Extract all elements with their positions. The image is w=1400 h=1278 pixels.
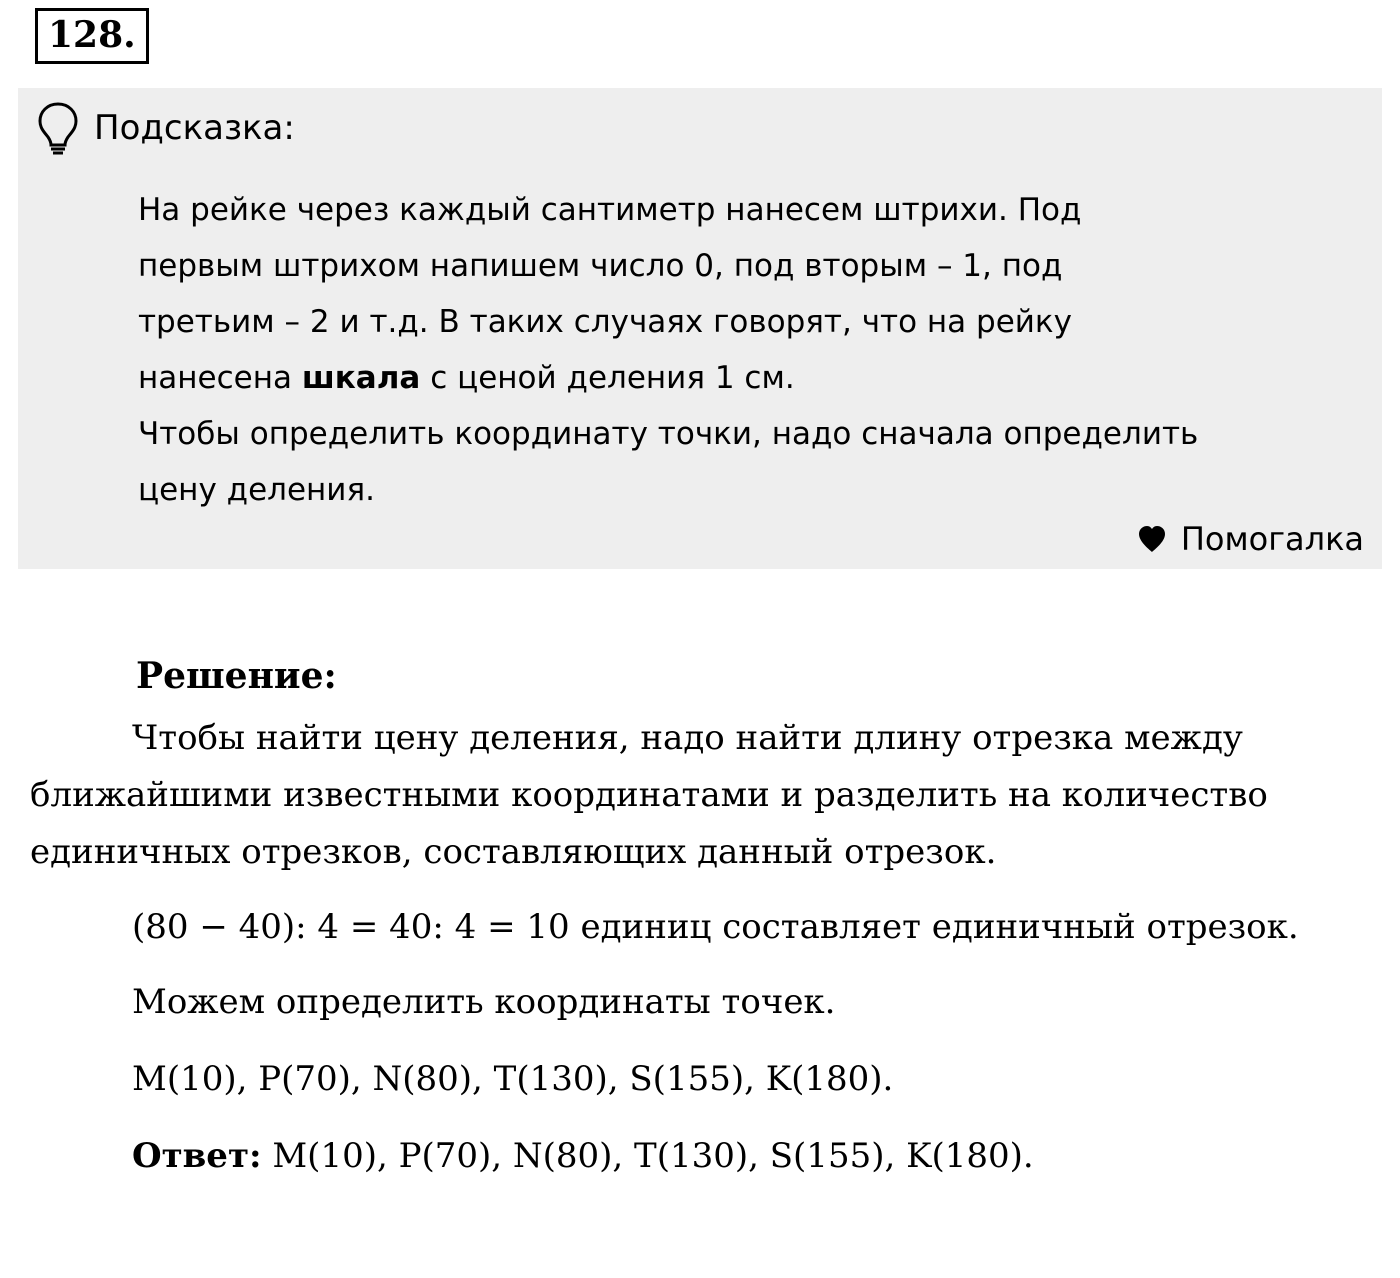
hint-title: Подсказка: [94,108,295,148]
hint-header [36,100,295,156]
credit [1137,517,1364,561]
term-scale: шкала [301,360,421,396]
hint-line [138,350,1370,406]
lightbulb-icon [36,100,80,156]
hint-line-text: нанесена [138,360,302,396]
heart-icon [1137,525,1167,553]
hint-box [18,88,1382,569]
calculation-text: единиц составляет единичный отрезок. [569,907,1299,947]
answer-value: M(10), P(70), N(80), T(130), S(155), K(180). [261,1136,1034,1176]
solution [30,648,1370,1205]
solution-paragraph: Чтобы найти цену деления, надо найти длину отрезка между ближайшими известными координатами и разделить на количество единичных отрезков, составляющих данный отрезок. [30,718,1268,872]
hint-line: третьим – 2 и т.д. В таких случаях говорят, что на рейку [138,304,1072,340]
hint-line: первым штрихом напишем число 0, под вторым – 1, под [138,248,1063,284]
solution-paragraph: Можем определить координаты точек. [132,982,836,1022]
answer-label: Ответ: [132,1136,262,1176]
hint-text [138,182,1370,518]
credit-label: Помогалка [1180,520,1364,558]
answer [30,1128,1370,1185]
task-number: 128. [35,8,149,64]
solution-heading: Решение: [136,655,337,697]
calculation-formula: (80 − 40): 4 = 40: 4 = 10 [132,907,570,947]
hint-line: На рейке через каждый сантиметр нанесем штрихи. Под [138,192,1082,228]
calculation [30,899,1370,956]
hint-line: цену деления. [138,472,375,508]
points-list: M(10), P(70), N(80), T(130), S(155), K(180). [132,1059,894,1099]
hint-line-text: с ценой деления 1 см. [420,360,795,396]
hint-line: Чтобы определить координату точки, надо сначала определить [138,416,1199,452]
